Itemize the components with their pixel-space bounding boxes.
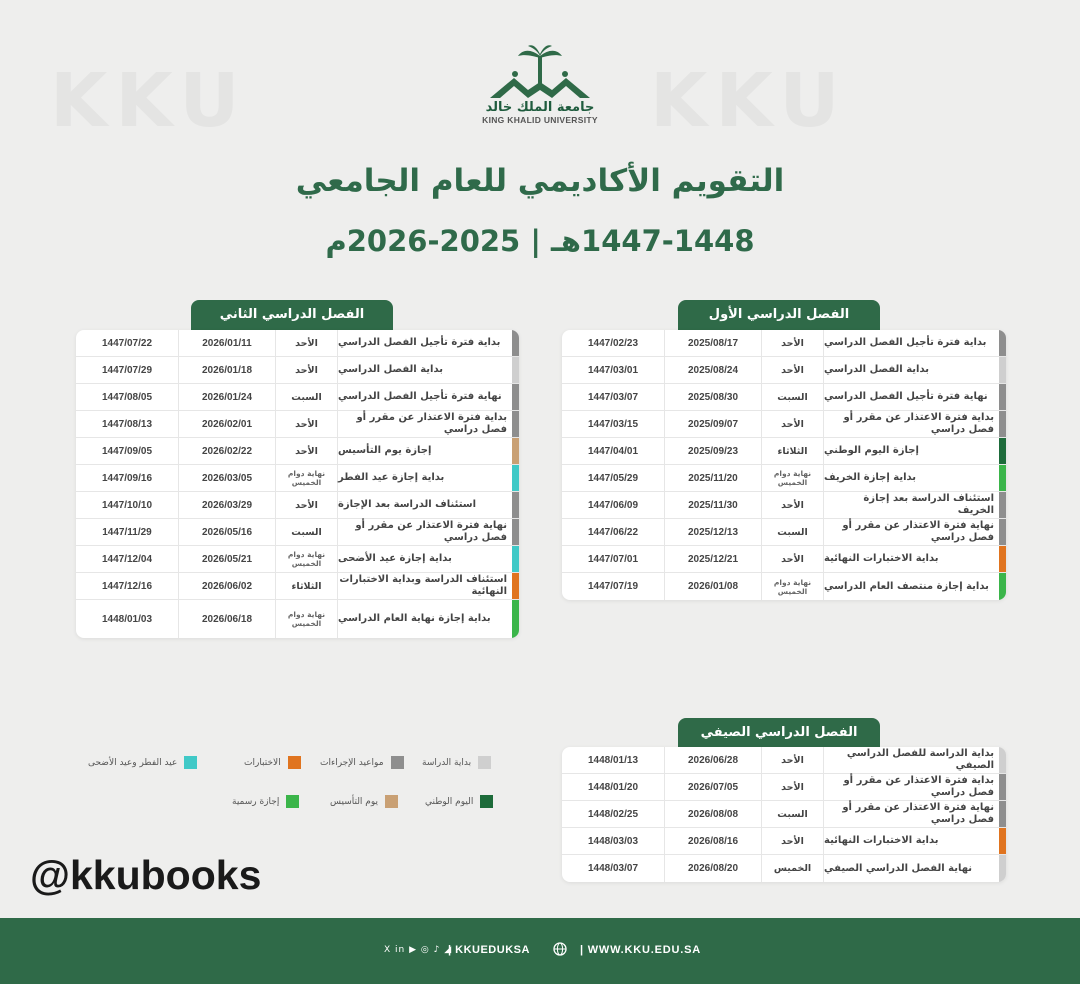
legend-swatch <box>385 795 398 808</box>
weekday: الأحد <box>762 357 824 383</box>
logo-english-name: KING KHALID UNIVERSITY <box>482 115 598 125</box>
category-color-bar <box>999 438 1006 464</box>
category-color-bar <box>512 438 519 464</box>
footer <box>0 918 1080 984</box>
hijri-date: 1447/03/01 <box>562 357 665 383</box>
table-row <box>76 384 519 411</box>
table-row <box>562 357 1006 384</box>
legend-label: مواعيد الإجراءات <box>320 757 384 768</box>
event-name: بداية فترة تأجيل الفصل الدراسي <box>338 337 501 348</box>
event-name: بداية إجازة نهاية العام الدراسي <box>338 613 491 624</box>
weekday: الأحد <box>762 492 824 518</box>
legend-label: الاختبارات <box>244 757 281 768</box>
table-row <box>76 492 519 519</box>
category-color-bar <box>512 600 519 638</box>
legend-swatch <box>288 756 301 769</box>
hijri-date: 1447/07/29 <box>76 357 179 383</box>
weekday: الأحد <box>762 774 824 800</box>
hijri-date: 1447/02/23 <box>562 330 665 356</box>
category-color-bar <box>512 573 519 599</box>
legend-item-national-day <box>425 795 493 808</box>
category-color-bar <box>512 519 519 545</box>
gregorian-date: 2025/09/07 <box>665 411 762 437</box>
summer-table <box>562 747 1006 882</box>
gregorian-date: 2025/08/17 <box>665 330 762 356</box>
category-color-bar <box>512 492 519 518</box>
gregorian-date: 2026/05/16 <box>179 519 276 545</box>
gregorian-date: 2026/08/16 <box>665 828 762 854</box>
hijri-date: 1447/07/19 <box>562 573 665 600</box>
table-row <box>76 357 519 384</box>
legend-label: عيد الفطر وعيد الأضحى <box>88 757 178 768</box>
event-name: بداية الاختبارات النهائية <box>824 553 939 564</box>
legend-item-study-start <box>422 756 491 769</box>
footer-handle[interactable]: | KKUEDUKSA <box>448 944 530 956</box>
legend-label: بداية الدراسة <box>422 757 472 768</box>
page-subtitle: 1447-1448هـ | 2025-2026م <box>325 224 755 258</box>
hijri-date: 1448/01/20 <box>562 774 665 800</box>
gregorian-date: 2025/08/30 <box>665 384 762 410</box>
event-name: بداية فترة تأجيل الفصل الدراسي <box>824 337 987 348</box>
legend-swatch <box>391 756 404 769</box>
legend-label: إجازة رسمية <box>232 796 280 807</box>
table-row <box>562 492 1006 519</box>
table-row <box>562 519 1006 546</box>
hijri-date: 1447/04/01 <box>562 438 665 464</box>
category-color-bar <box>999 855 1006 882</box>
table-row <box>562 774 1006 801</box>
overlay-handle: @kkubooks <box>30 852 262 898</box>
social-icons[interactable]: X in ▶ ◎ ♪ ◢ <box>384 945 453 955</box>
semester1-tab: الفصل الدراسي الأول <box>678 300 880 330</box>
semester1-table <box>562 330 1006 600</box>
gregorian-date: 2026/07/05 <box>665 774 762 800</box>
category-color-bar <box>999 828 1006 854</box>
weekday: الأحد <box>762 411 824 437</box>
hijri-date: 1447/11/29 <box>76 519 179 545</box>
gregorian-date: 2026/01/18 <box>179 357 276 383</box>
gregorian-date: 2025/11/30 <box>665 492 762 518</box>
table-row <box>76 465 519 492</box>
gregorian-date: 2026/01/24 <box>179 384 276 410</box>
hijri-date: 1448/02/25 <box>562 801 665 827</box>
legend-swatch <box>480 795 493 808</box>
category-color-bar <box>999 330 1006 356</box>
table-row <box>76 519 519 546</box>
hijri-date: 1447/03/15 <box>562 411 665 437</box>
event-name: بداية إجازة الخريف <box>824 472 917 483</box>
weekday: الأحد <box>762 330 824 356</box>
event-name: بداية الاختبارات النهائية <box>824 835 939 846</box>
gregorian-date: 2026/03/29 <box>179 492 276 518</box>
category-color-bar <box>999 492 1006 518</box>
gregorian-date: 2026/05/21 <box>179 546 276 572</box>
hijri-date: 1448/01/13 <box>562 747 665 773</box>
event-name: نهاية فترة تأجيل الفصل الدراسي <box>824 391 988 402</box>
category-color-bar <box>512 546 519 572</box>
table-row <box>562 546 1006 573</box>
semester2-table <box>76 330 519 638</box>
palm-logo-icon <box>480 44 600 104</box>
gregorian-date: 2026/08/20 <box>665 855 762 882</box>
table-row <box>562 384 1006 411</box>
footer-website-link[interactable]: | WWW.KKU.EDU.SA <box>580 944 701 956</box>
event-name: بداية فترة الاعتذار عن مقرر أو فصل دراسي <box>356 412 507 435</box>
event-name: استئناف الدراسة بعد إجازة الخريف <box>863 493 994 516</box>
category-color-bar <box>512 411 519 437</box>
gregorian-date: 2026/06/18 <box>179 600 276 638</box>
footer-notch <box>530 908 550 918</box>
weekday: الأحد <box>276 492 338 518</box>
legend-swatch <box>478 756 491 769</box>
watermark-right: KKU <box>650 58 848 144</box>
weekday: نهاية دوام الخميس <box>762 465 824 491</box>
hijri-date: 1448/03/07 <box>562 855 665 882</box>
hijri-date: 1447/12/04 <box>76 546 179 572</box>
table-row <box>562 411 1006 438</box>
watermark-left: KKU <box>50 58 248 144</box>
weekday: الأحد <box>762 747 824 773</box>
table-row <box>562 828 1006 855</box>
gregorian-date: 2026/02/01 <box>179 411 276 437</box>
gregorian-date: 2025/12/13 <box>665 519 762 545</box>
category-color-bar <box>999 747 1006 773</box>
category-color-bar <box>999 774 1006 800</box>
event-name: بداية فترة الاعتذار عن مقرر أو فصل دراسي <box>843 775 994 798</box>
weekday: السبت <box>762 384 824 410</box>
table-row <box>562 330 1006 357</box>
weekday: الأحد <box>276 330 338 356</box>
category-color-bar <box>512 465 519 491</box>
hijri-date: 1447/06/22 <box>562 519 665 545</box>
gregorian-date: 2025/11/20 <box>665 465 762 491</box>
weekday: الثلاثاء <box>276 573 338 599</box>
gregorian-date: 2026/06/02 <box>179 573 276 599</box>
event-name: بداية الفصل الدراسي <box>824 364 929 375</box>
table-row <box>562 801 1006 828</box>
table-row <box>76 330 519 357</box>
event-name: بداية الفصل الدراسي <box>338 364 443 375</box>
gregorian-date: 2025/12/21 <box>665 546 762 572</box>
gregorian-date: 2026/06/28 <box>665 747 762 773</box>
event-name: بداية إجازة عيد الأضحى <box>338 553 452 564</box>
category-color-bar <box>999 357 1006 383</box>
legend-item-procedures <box>320 756 404 769</box>
legend-item-official-holiday <box>232 795 299 808</box>
hijri-date: 1447/07/22 <box>76 330 179 356</box>
table-row <box>76 573 519 600</box>
weekday: نهاية دوام الخميس <box>276 600 338 638</box>
event-name: بداية الدراسة للفصل الدراسي الصيفي <box>846 748 994 771</box>
weekday: نهاية دوام الخميس <box>762 573 824 600</box>
category-color-bar <box>999 801 1006 827</box>
event-name: بداية فترة الاعتذار عن مقرر أو فصل دراسي <box>843 412 994 435</box>
event-name: نهاية فترة الاعتذار عن مقرر أو فصل دراسي <box>355 520 507 543</box>
legend-swatch <box>286 795 299 808</box>
category-color-bar <box>999 519 1006 545</box>
table-row <box>76 546 519 573</box>
category-color-bar <box>999 411 1006 437</box>
weekday: السبت <box>276 519 338 545</box>
summer-tab: الفصل الدراسي الصيفي <box>678 718 880 748</box>
legend-label: يوم التأسيس <box>330 796 379 807</box>
event-name: بداية إجازة عيد الفطر <box>338 472 445 483</box>
table-row <box>562 747 1006 774</box>
legend-item-exams <box>244 756 301 769</box>
event-name: نهاية فترة الاعتذار عن مقرر أو فصل دراسي <box>842 802 994 825</box>
event-name: نهاية فترة تأجيل الفصل الدراسي <box>338 391 502 402</box>
weekday: الأحد <box>276 357 338 383</box>
weekday: الخميس <box>762 855 824 882</box>
event-name: استئناف الدراسة بعد الإجازة <box>338 499 477 510</box>
hijri-date: 1447/03/07 <box>562 384 665 410</box>
gregorian-date: 2026/02/22 <box>179 438 276 464</box>
category-color-bar <box>999 384 1006 410</box>
category-color-bar <box>512 330 519 356</box>
table-row <box>76 438 519 465</box>
weekday: الأحد <box>762 546 824 572</box>
table-row <box>76 411 519 438</box>
logo-arabic-name: جامعة الملك خالد <box>485 100 595 115</box>
event-name: إجازة اليوم الوطني <box>824 445 919 456</box>
legend-swatch <box>184 756 197 769</box>
table-row <box>562 438 1006 465</box>
semester2-tab: الفصل الدراسي الثاني <box>191 300 393 330</box>
category-color-bar <box>999 573 1006 600</box>
university-logo <box>470 44 610 144</box>
category-color-bar <box>512 357 519 383</box>
event-name: نهاية الفصل الدراسي الصيفي <box>824 862 973 874</box>
hijri-date: 1447/08/13 <box>76 411 179 437</box>
legend-item-eids <box>88 756 197 769</box>
weekday: السبت <box>276 384 338 410</box>
hijri-date: 1447/09/16 <box>76 465 179 491</box>
weekday: السبت <box>762 801 824 827</box>
event-name: بداية إجازة منتصف العام الدراسي <box>824 580 989 592</box>
weekday: الأحد <box>276 438 338 464</box>
page-title: التقويم الأكاديمي للعام الجامعي <box>295 163 785 199</box>
legend-label: اليوم الوطني <box>425 796 474 807</box>
table-row <box>76 600 519 638</box>
legend-item-founding-day <box>330 795 398 808</box>
gregorian-date: 2026/08/08 <box>665 801 762 827</box>
table-row <box>562 573 1006 600</box>
weekday: الأحد <box>762 828 824 854</box>
gregorian-date: 2026/01/08 <box>665 573 762 600</box>
event-name: استئناف الدراسة وبداية الاختبارات النهائية <box>339 574 507 597</box>
weekday: الأحد <box>276 411 338 437</box>
category-color-bar <box>512 384 519 410</box>
gregorian-date: 2026/03/05 <box>179 465 276 491</box>
hijri-date: 1447/05/29 <box>562 465 665 491</box>
gregorian-date: 2026/01/11 <box>179 330 276 356</box>
globe-icon <box>553 942 567 956</box>
weekday: السبت <box>762 519 824 545</box>
hijri-date: 1448/01/03 <box>76 600 179 638</box>
weekday: نهاية دوام الخميس <box>276 465 338 491</box>
weekday: الثلاثاء <box>762 438 824 464</box>
table-row <box>562 855 1006 882</box>
hijri-date: 1447/09/05 <box>76 438 179 464</box>
hijri-date: 1447/12/16 <box>76 573 179 599</box>
gregorian-date: 2025/09/23 <box>665 438 762 464</box>
category-color-bar <box>999 465 1006 491</box>
event-name: نهاية فترة الاعتذار عن مقرر أو فصل دراسي <box>842 520 994 543</box>
hijri-date: 1447/07/01 <box>562 546 665 572</box>
hijri-date: 1447/06/09 <box>562 492 665 518</box>
weekday: نهاية دوام الخميس <box>276 546 338 572</box>
event-name: إجازة يوم التأسيس <box>338 445 432 456</box>
hijri-date: 1447/08/05 <box>76 384 179 410</box>
category-color-bar <box>999 546 1006 572</box>
hijri-date: 1447/10/10 <box>76 492 179 518</box>
hijri-date: 1448/03/03 <box>562 828 665 854</box>
table-row <box>562 465 1006 492</box>
gregorian-date: 2025/08/24 <box>665 357 762 383</box>
